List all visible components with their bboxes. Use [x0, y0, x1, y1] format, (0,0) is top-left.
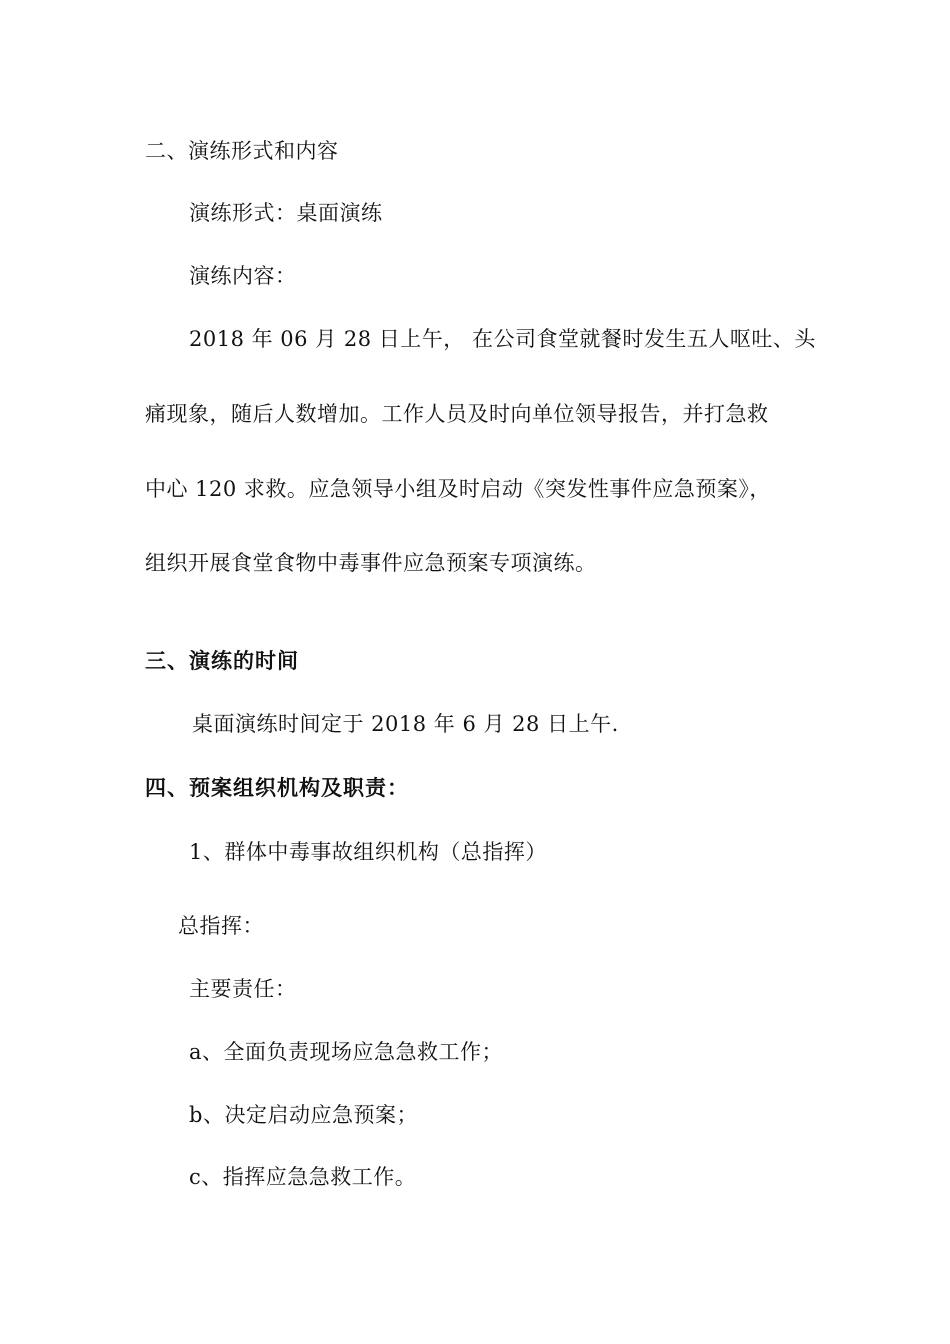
section-3-heading: 三、演练的时间 [145, 649, 299, 673]
drill-content-label: 演练内容： [189, 264, 297, 288]
drill-time-line: 桌面演练时间定于 2018 年 6 月 28 日上午. [192, 712, 619, 736]
commander-label: 总指挥： [178, 914, 264, 938]
section-2-heading: 二、演练形式和内容 [145, 139, 339, 163]
organization-item-1: 1、群体中毒事故组织机构（总指挥） [189, 840, 547, 864]
drill-form-line: 演练形式：桌面演练 [189, 201, 383, 225]
paragraph-line-4: 组织开展食堂食物中毒事件应急预案专项演练。 [145, 551, 597, 575]
duty-item-a: a、全面负责现场应急急救工作； [189, 1040, 504, 1064]
responsibility-label: 主要责任： [189, 977, 297, 1001]
paragraph-line-1: 2018 年 06 月 28 日上午， 在公司食堂就餐时发生五人呕吐、头 [189, 327, 816, 351]
section-4-heading: 四、预案组织机构及职责： [145, 776, 409, 800]
duty-item-b: b、决定启动应急预案； [189, 1103, 418, 1127]
duty-item-c: c、指挥应急急救工作。 [189, 1165, 417, 1189]
paragraph-line-2: 痛现象，随后人数增加。工作人员及时向单位领导报告，并打急救 [145, 402, 769, 426]
paragraph-line-3: 中心 120 求救。应急领导小组及时启动《突发性事件应急预案》， [145, 477, 771, 501]
